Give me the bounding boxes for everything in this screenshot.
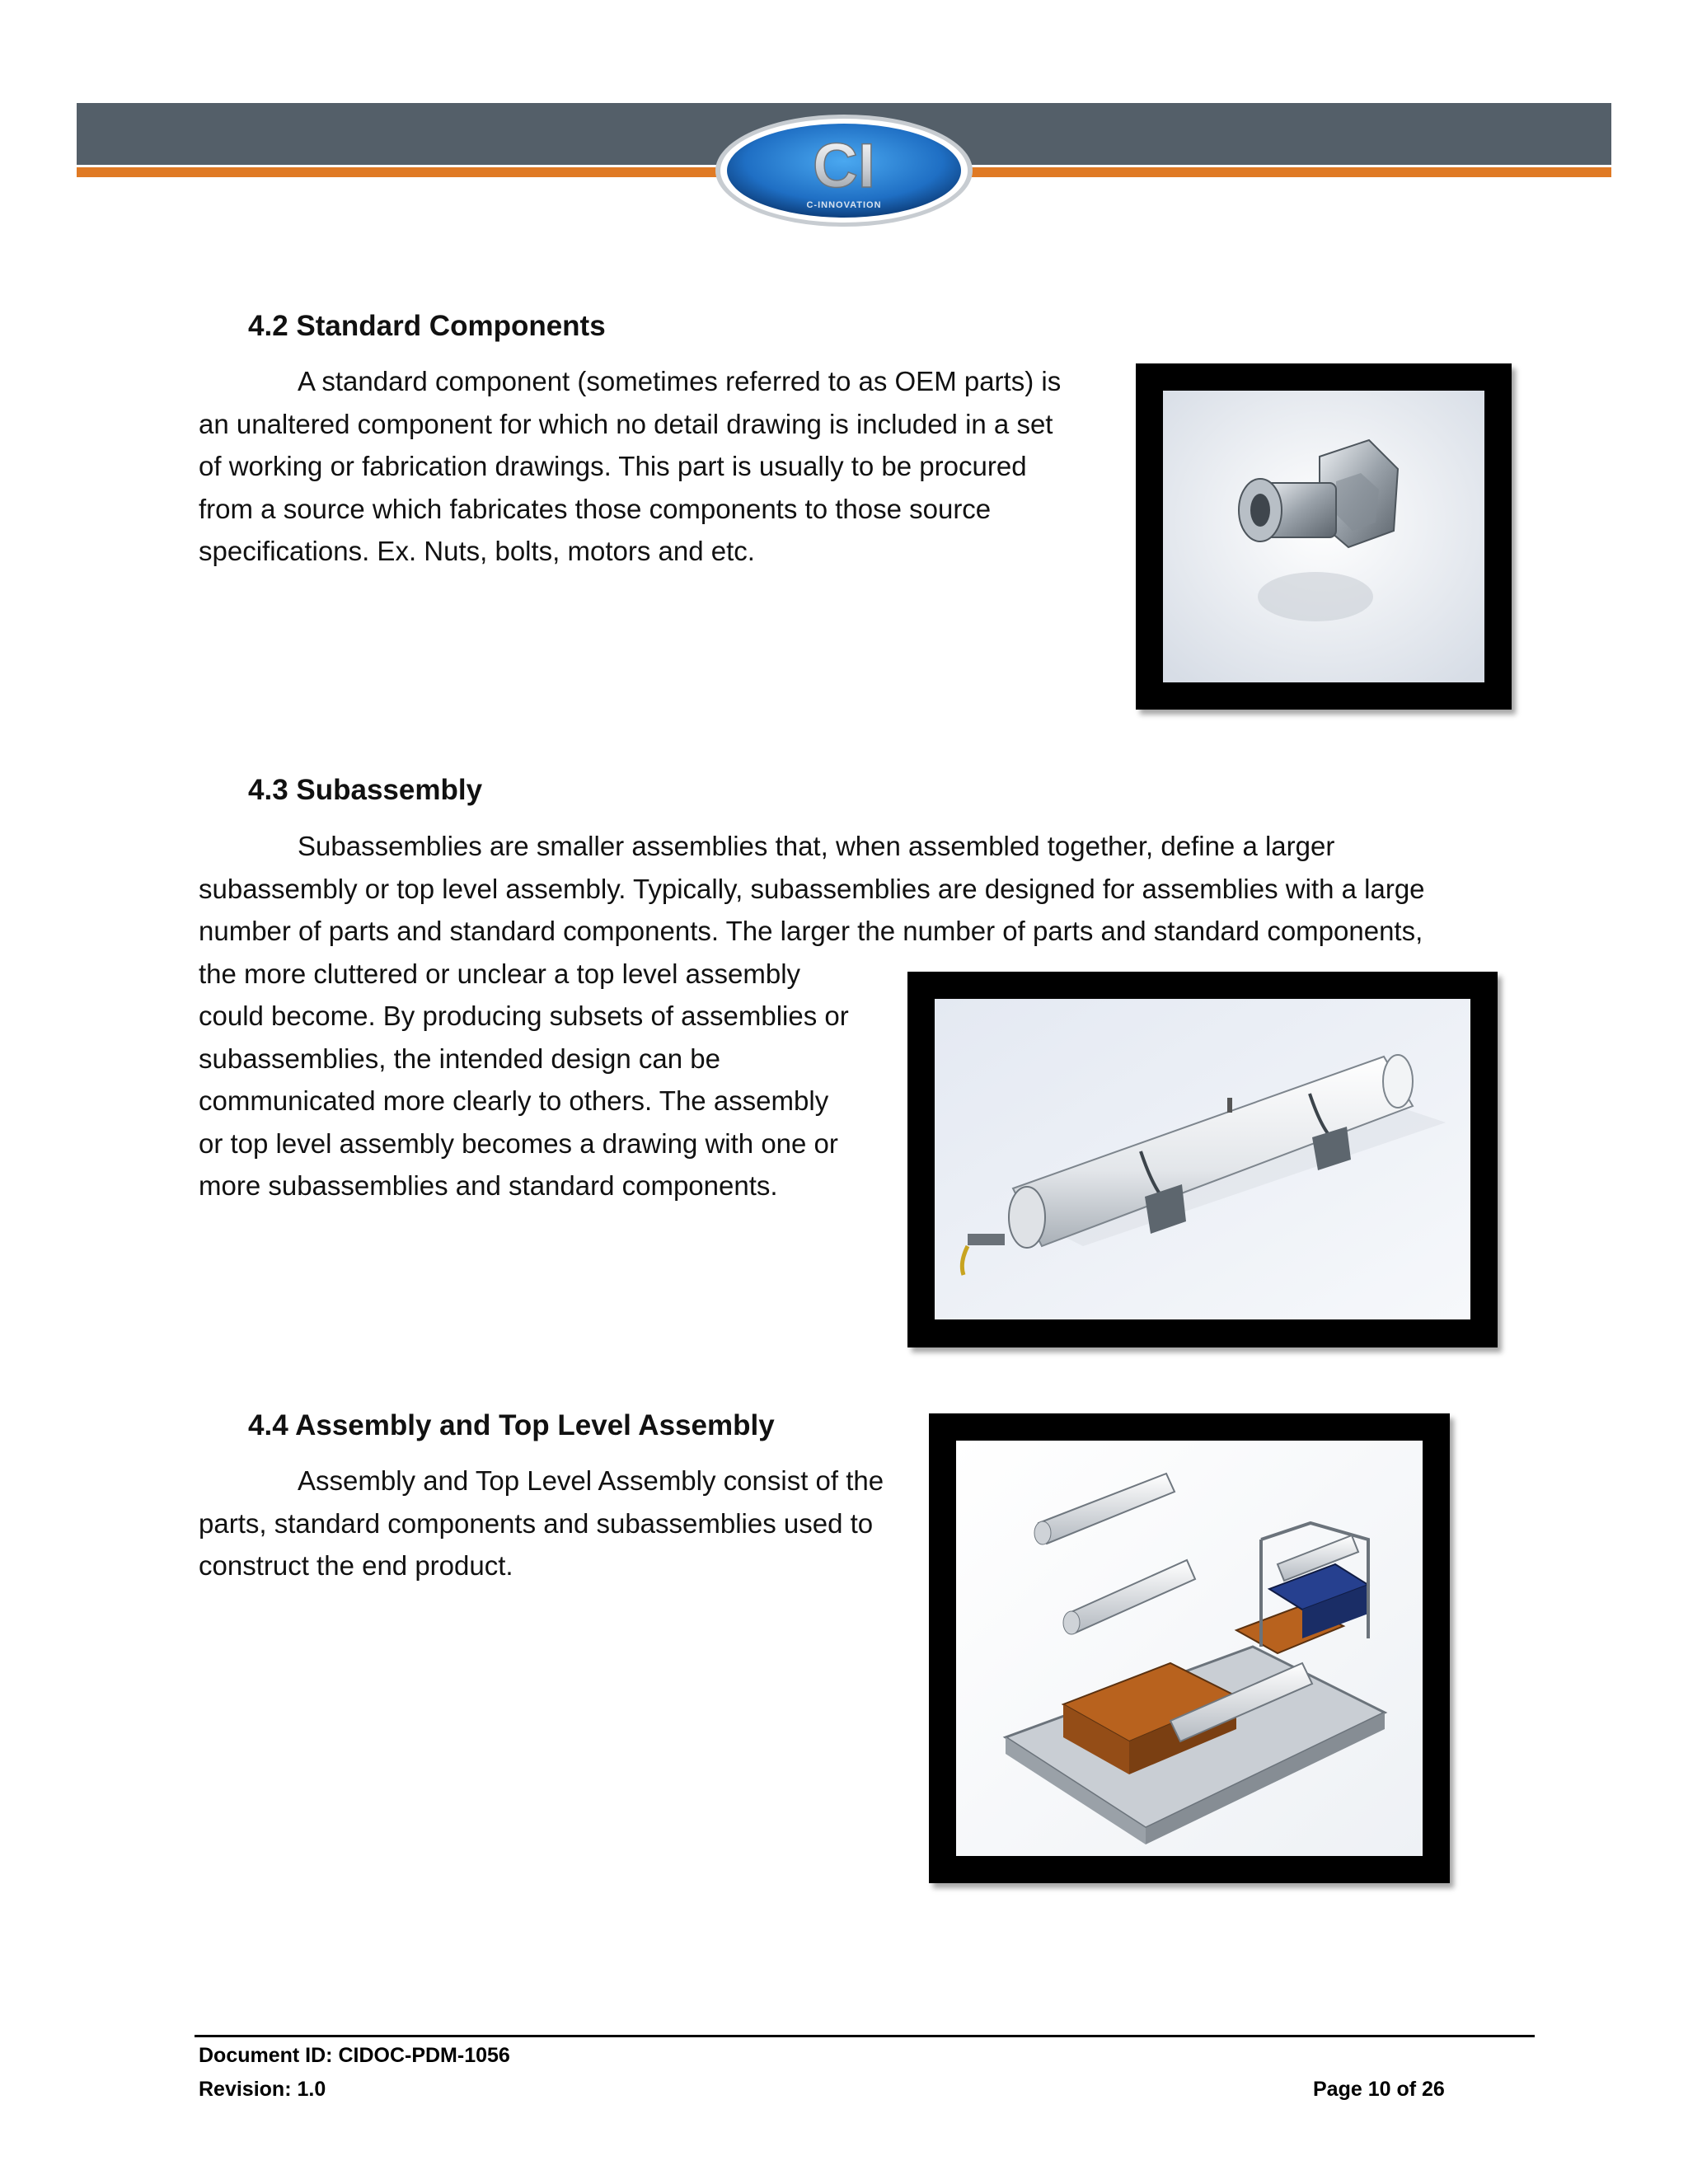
paragraph-line: subassembly or top level assembly. Typically, subassemblies are designed for assemblies with a large: [199, 873, 1425, 904]
section-heading-subassembly: 4.3 Subassembly: [248, 774, 483, 806]
paragraph-line: more subassemblies and standard components.: [199, 1170, 778, 1201]
section-heading-standard-components: 4.2 Standard Components: [248, 310, 606, 342]
page-number: Page 10 of 26: [1313, 2078, 1445, 2101]
paragraph-line: [199, 825, 1534, 868]
revision: Revision: 1.0: [199, 2078, 326, 2101]
fitting-render-image: [1163, 391, 1484, 682]
paragraph-line: of working or fabrication drawings. This part is usually to be procured: [199, 451, 1027, 482]
paragraph-line: construct the end product.: [199, 1550, 513, 1582]
paragraph-line: subassemblies, the intended design can be: [199, 1043, 720, 1074]
company-logo: [712, 111, 976, 231]
top-level-assembly-render-image: [956, 1441, 1423, 1856]
line-text: Assembly and Top Level Assembly consist of the: [298, 1465, 884, 1496]
line-text: A standard component (sometimes referred to as OEM parts) is: [298, 366, 1062, 396]
paragraph-line: could become. By producing subsets of assemblies or: [199, 1001, 849, 1031]
pressure-housing-figure: [907, 972, 1498, 1347]
section-heading-assembly: 4.4 Assembly and Top Level Assembly: [248, 1409, 775, 1441]
paragraph-line: the more cluttered or unclear a top level assembly: [199, 958, 801, 989]
standard-components-paragraph: [199, 360, 1101, 573]
paragraph-line: specifications. Ex. Nuts, bolts, motors and etc.: [199, 536, 755, 567]
paragraph-line: [199, 1460, 924, 1502]
paragraph-line: communicated more clearly to others. The assembly: [199, 1085, 829, 1116]
paragraph-line: from a source which fabricates those components to those source: [199, 493, 992, 524]
footer-rule: [195, 2035, 1535, 2037]
paragraph-line: number of parts and standard components. The larger the number of parts and standard components,: [199, 916, 1423, 946]
assembly-paragraph: [199, 1460, 924, 1587]
paragraph-line: [199, 360, 1101, 403]
fitting-component-figure: [1136, 363, 1512, 710]
paragraph-line: parts, standard components and subassemblies used to: [199, 1507, 874, 1539]
document-id: Document ID: CIDOC-PDM-1056: [199, 2044, 510, 2067]
svg-text:C-INNOVATION: C-INNOVATION: [806, 200, 882, 210]
line-text: Subassemblies are smaller assemblies that, when assembled together, define a larger: [298, 831, 1335, 861]
svg-text:CI: CI: [813, 131, 875, 201]
paragraph-line: an unaltered component for which no detail drawing is included in a set: [199, 408, 1053, 439]
pressure-housing-render-image: [935, 999, 1470, 1319]
top-level-assembly-figure: [929, 1413, 1450, 1883]
paragraph-line: or top level assembly becomes a drawing with one or: [199, 1127, 838, 1159]
